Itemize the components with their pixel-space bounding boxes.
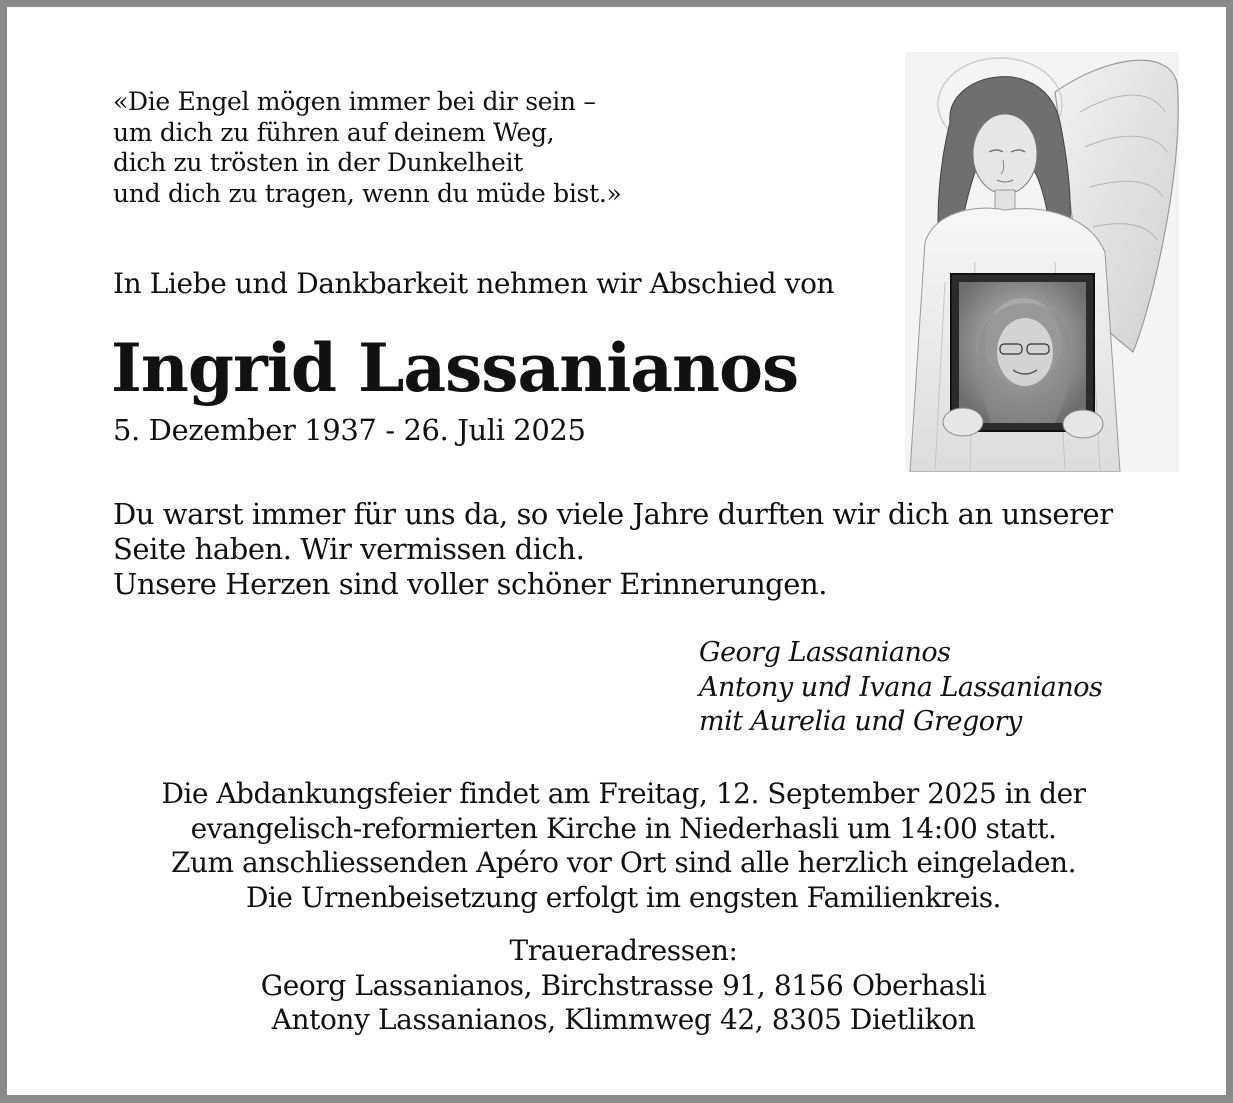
address-line: Antony Lassanianos, Klimmweg 42, 8305 Dietlikon xyxy=(271,1003,976,1036)
ceremony-line: Die Urnenbeisetzung erfolgt im engsten Familienkreis. xyxy=(246,880,1001,914)
addresses-heading: Traueradressen: xyxy=(509,934,738,967)
quote-line: und dich zu tragen, wenn du müde bist.» xyxy=(113,178,622,208)
address-line: Georg Lassanianos, Birchstrasse 91, 8156 Oberhasli xyxy=(260,968,987,1002)
ceremony-line: Zum anschliessenden Apéro vor Ort sind alle herzlich eingeladen. xyxy=(171,846,1076,879)
signature-line: Antony und Ivana Lassanianos xyxy=(699,671,1103,703)
ceremony-details xyxy=(7,777,1233,915)
mourning-addresses xyxy=(7,934,1233,1038)
deceased-name: Ingrid Lassanianos xyxy=(111,329,799,407)
signature-line: mit Aurelia und Gregory xyxy=(699,706,1022,737)
quote-line: um dich zu führen auf deinem Weg, xyxy=(113,117,555,147)
ceremony-line: evangelisch-reformierten Kirche in Niederhasli um 14:00 statt. xyxy=(190,811,1057,845)
signature-line: Georg Lassanianos xyxy=(699,637,951,668)
quote-line: «Die Engel mögen immer bei dir sein – xyxy=(113,87,596,116)
message-line: Du warst immer für uns da, so viele Jahre durften wir dich an unserer xyxy=(113,497,1113,531)
quote-line: dich zu trösten in der Dunkelheit xyxy=(113,148,523,177)
family-message xyxy=(113,497,1113,602)
farewell-intro: In Liebe und Dankbarkeit nehmen wir Abschied von xyxy=(113,267,835,300)
message-line: Seite haben. Wir vermissen dich. xyxy=(113,532,585,566)
opening-quote xyxy=(113,87,621,209)
angel-holding-portrait-illustration xyxy=(905,52,1179,472)
message-line: Unsere Herzen sind voller schöner Erinnerungen. xyxy=(113,567,828,601)
ceremony-line: Die Abdankungsfeier findet am Freitag, 12. September 2025 in der xyxy=(161,777,1086,810)
mourners-signatures xyxy=(699,636,1102,740)
life-dates: 5. Dezember 1937 - 26. Juli 2025 xyxy=(113,413,586,447)
